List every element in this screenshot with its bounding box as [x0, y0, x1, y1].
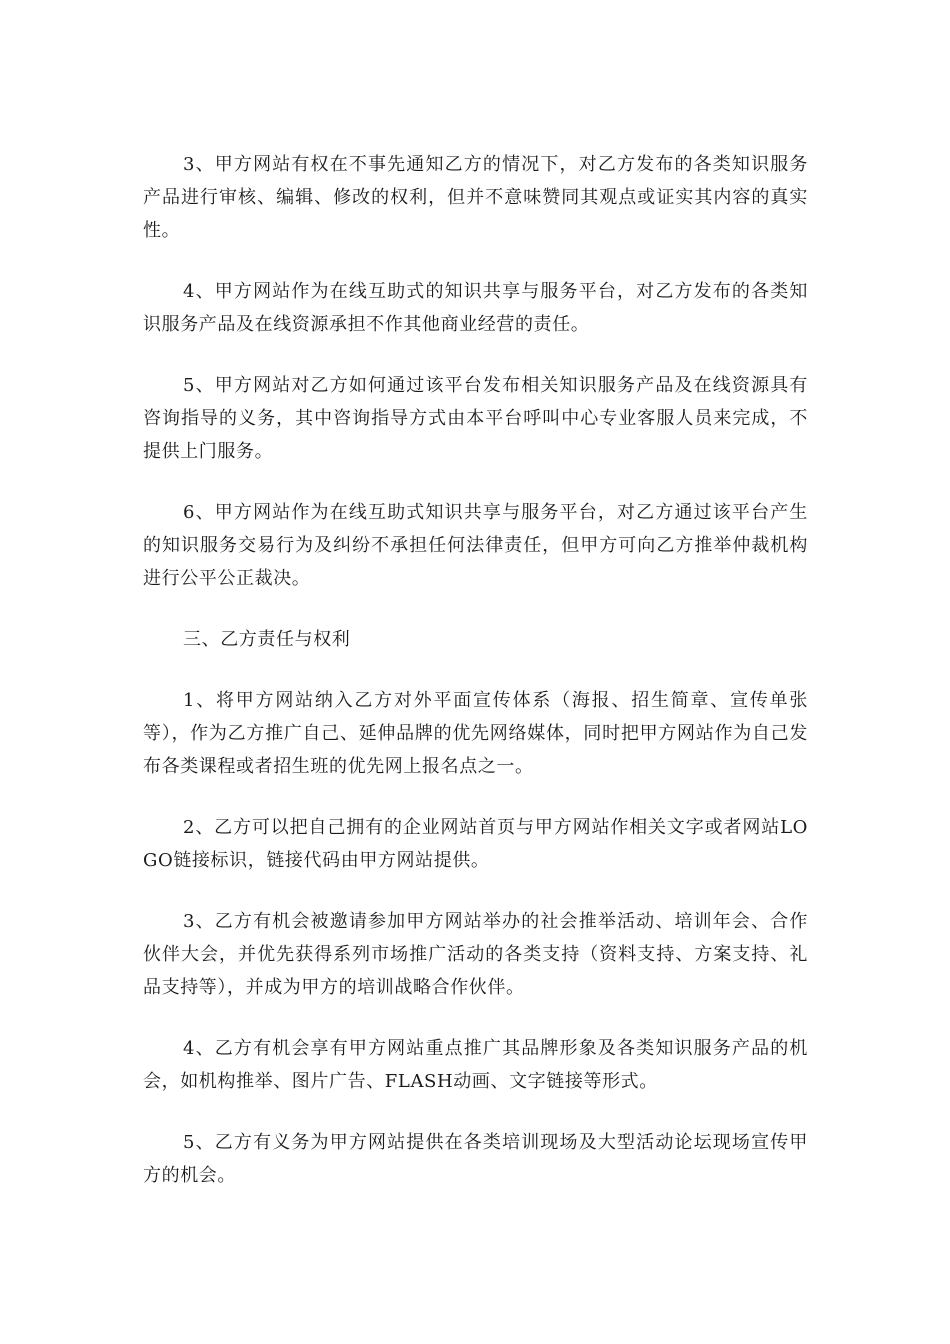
document-body [143, 148, 808, 1220]
paragraph-b4: 4、乙方有机会享有甲方网站重点推广其品牌形象及各类知识服务产品的机会，如机构推举、图片广告、FLASH动画、文字链接等形式。 [143, 1038, 808, 1092]
paragraph-b5: 5、乙方有义务为甲方网站提供在各类培训现场及大型活动论坛现场宣传甲方的机会。 [143, 1132, 808, 1186]
paragraph-a4: 4、甲方网站作为在线互助式的知识共享与服务平台，对乙方发布的各类知识服务产品及在线资源承担不作其他商业经营的责任。 [143, 281, 808, 335]
paragraph-a3: 3、甲方网站有权在不事先通知乙方的情况下，对乙方发布的各类知识服务产品进行审核、编辑、修改的权利，但并不意味赞同其观点或证实其内容的真实性。 [143, 154, 808, 241]
paragraph-a6: 6、甲方网站作为在线互助式知识共享与服务平台，对乙方通过该平台产生的知识服务交易行为及纠纷不承担任何法律责任，但甲方可向乙方推举仲裁机构进行公平公正裁决。 [143, 502, 808, 589]
paragraph-b3: 3、乙方有机会被邀请参加甲方网站举办的社会推举活动、培训年会、合作伙伴大会，并优先获得系列市场推广活动的各类支持（资料支持、方案支持、礼品支持等），并成为甲方的培训战略合作伙伴。 [143, 911, 808, 998]
paragraph-b2: 2、乙方可以把自己拥有的企业网站首页与甲方网站作相关文字或者网站LOGO链接标识，链接代码由甲方网站提供。 [143, 817, 808, 871]
paragraph-a5: 5、甲方网站对乙方如何通过该平台发布相关知识服务产品及在线资源具有咨询指导的义务，其中咨询指导方式由本平台呼叫中心专业客服人员来完成，不提供上门服务。 [143, 375, 808, 462]
section-heading: 三、乙方责任与权利 [183, 629, 351, 650]
paragraph-b1: 1、将甲方网站纳入乙方对外平面宣传体系（海报、招生简章、宣传单张等），作为乙方推广自己、延伸品牌的优先网络媒体，同时把甲方网站作为自己发布各类课程或者招生班的优先网上报名点之一。 [143, 690, 808, 777]
